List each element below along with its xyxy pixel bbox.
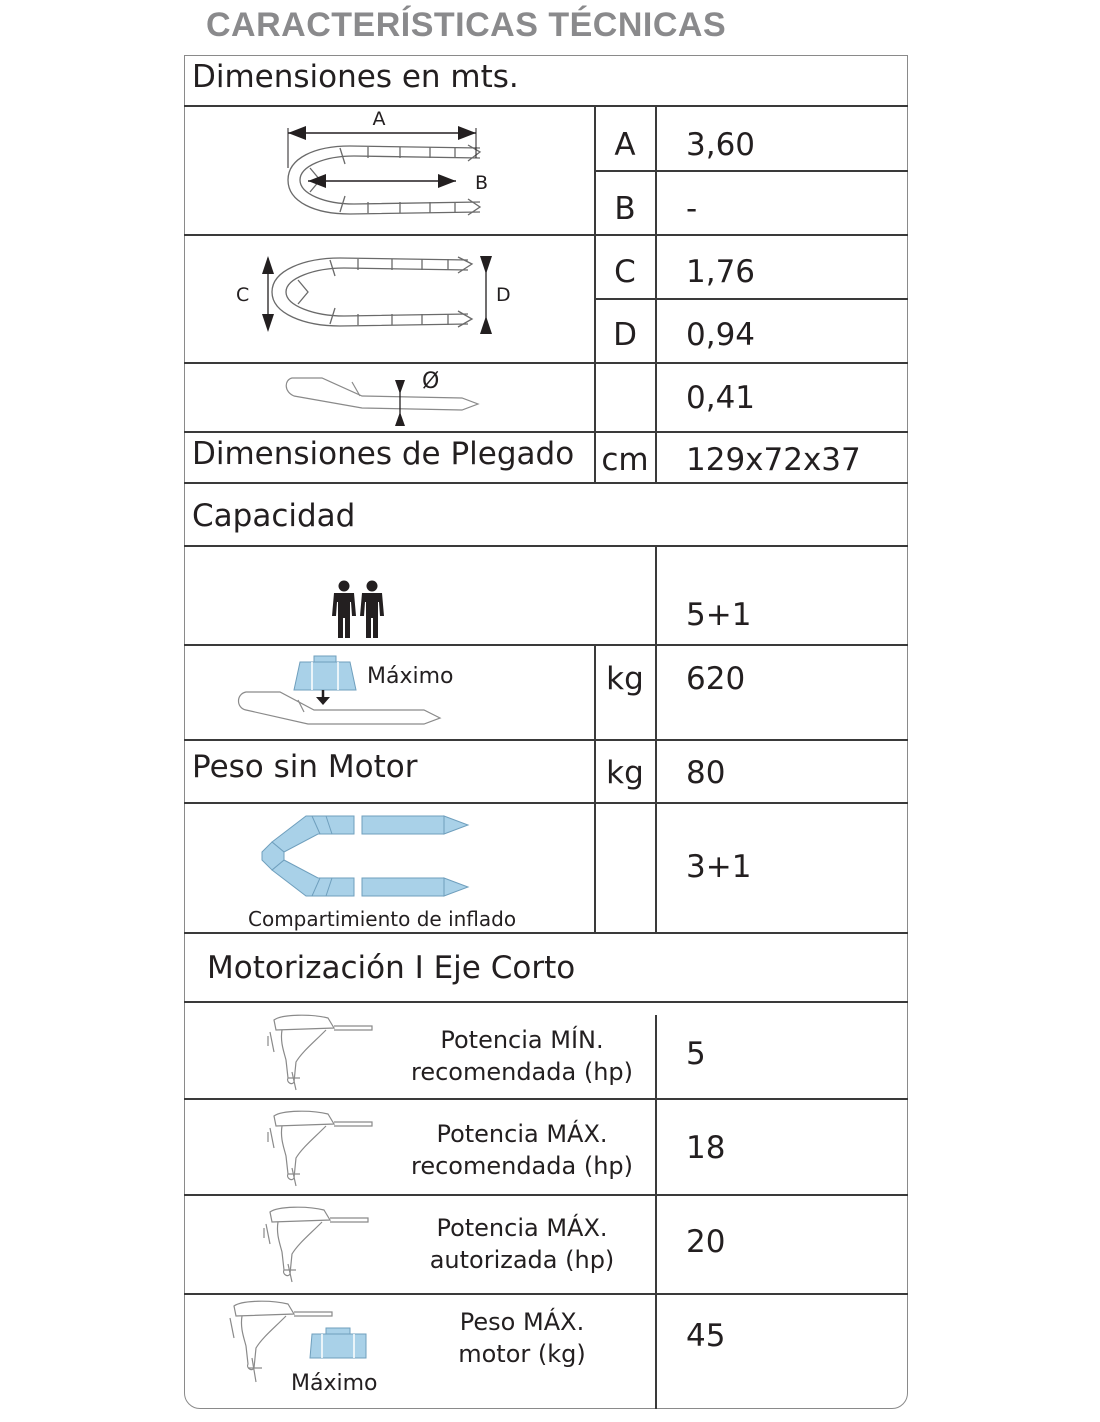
max-load-icon [234, 648, 449, 734]
page-title: CARACTERÍSTICAS TÉCNICAS [206, 6, 727, 44]
section-motorizacion: Motorización I Eje Corto [207, 950, 576, 986]
inflation-compartments-icon [258, 812, 473, 902]
section-plegado: Dimensiones de Plegado [192, 436, 575, 472]
divider [184, 932, 908, 934]
persons-icon [328, 580, 390, 640]
capacidad-max-value: 620 [686, 661, 746, 697]
divider [184, 105, 908, 107]
motor-row-label [402, 1024, 642, 1088]
motor-value: 18 [686, 1130, 726, 1166]
outboard-motor-icon [258, 1204, 378, 1286]
motor-max-label: Máximo [291, 1371, 378, 1396]
tube-diameter-icon [282, 366, 492, 428]
section-peso: Peso sin Motor [192, 749, 418, 785]
divider [184, 739, 908, 741]
motor-label-line2: recomendada (hp) [410, 1152, 634, 1180]
section-capacidad: Capacidad [192, 498, 356, 534]
divider [184, 362, 908, 364]
section-dimensiones: Dimensiones en mts. [192, 59, 519, 95]
dim-letter-d: D [613, 317, 637, 353]
boat-top-view-width-icon [230, 246, 520, 346]
dim-letter-b: B [614, 191, 636, 227]
dim-value-a: 3,60 [686, 127, 756, 163]
peso-unit: kg [606, 755, 644, 791]
motor-label-line2: motor (kg) [458, 1340, 586, 1368]
motor-value: 20 [686, 1224, 726, 1260]
capacidad-max-label: Máximo [367, 664, 454, 689]
divider [594, 170, 908, 172]
divider [184, 1001, 908, 1003]
dim-diagram-d: D [496, 284, 511, 306]
divider [184, 431, 908, 433]
motor-value: 5 [686, 1036, 706, 1072]
compartimiento-caption: Compartimiento de inflado [248, 907, 517, 931]
motor-label-line2: recomendada (hp) [410, 1058, 634, 1086]
motor-label-line1: Peso MÁX. [459, 1308, 585, 1336]
divider [184, 1098, 908, 1100]
dim-letter-a: A [614, 127, 636, 163]
peso-value: 80 [686, 755, 726, 791]
dim-value-c: 1,76 [686, 254, 756, 290]
plegado-unit: cm [601, 442, 649, 478]
divider [184, 545, 908, 547]
motor-label-line1: Potencia MÁX. [436, 1214, 608, 1242]
outboard-motor-icon [262, 1012, 382, 1094]
motor-value: 45 [686, 1318, 726, 1354]
capacidad-max-unit: kg [606, 661, 644, 697]
motor-max-weight-icon [222, 1298, 382, 1390]
divider [184, 1293, 908, 1295]
compartimiento-value: 3+1 [686, 849, 752, 885]
divider [184, 802, 908, 804]
divider [184, 482, 908, 484]
motor-label-line2: autorizada (hp) [429, 1246, 615, 1274]
dim-diagram-a: A [372, 108, 386, 130]
motor-row-label [402, 1118, 642, 1182]
dim-diagram-diameter: Ø [422, 369, 440, 394]
motor-label-line1: Potencia MÍN. [440, 1026, 604, 1054]
motor-row-label [402, 1212, 642, 1276]
dim-letter-c: C [614, 254, 636, 290]
dim-diagram-b: B [475, 172, 489, 194]
plegado-value: 129x72x37 [686, 442, 861, 478]
divider [655, 1015, 657, 1409]
motor-label-line1: Potencia MÁX. [436, 1120, 608, 1148]
motor-row-label [402, 1306, 642, 1370]
capacidad-persons-value: 5+1 [686, 597, 752, 633]
dim-diagram-c: C [236, 284, 250, 306]
divider [184, 1194, 908, 1196]
dim-value-diameter: 0,41 [686, 380, 756, 416]
dim-value-b: - [686, 191, 698, 227]
divider [184, 234, 908, 236]
boat-top-view-length-icon [270, 108, 500, 233]
divider [655, 545, 657, 932]
divider [184, 644, 908, 646]
outboard-motor-icon [262, 1108, 382, 1190]
dim-value-d: 0,94 [686, 317, 756, 353]
divider [594, 298, 908, 300]
